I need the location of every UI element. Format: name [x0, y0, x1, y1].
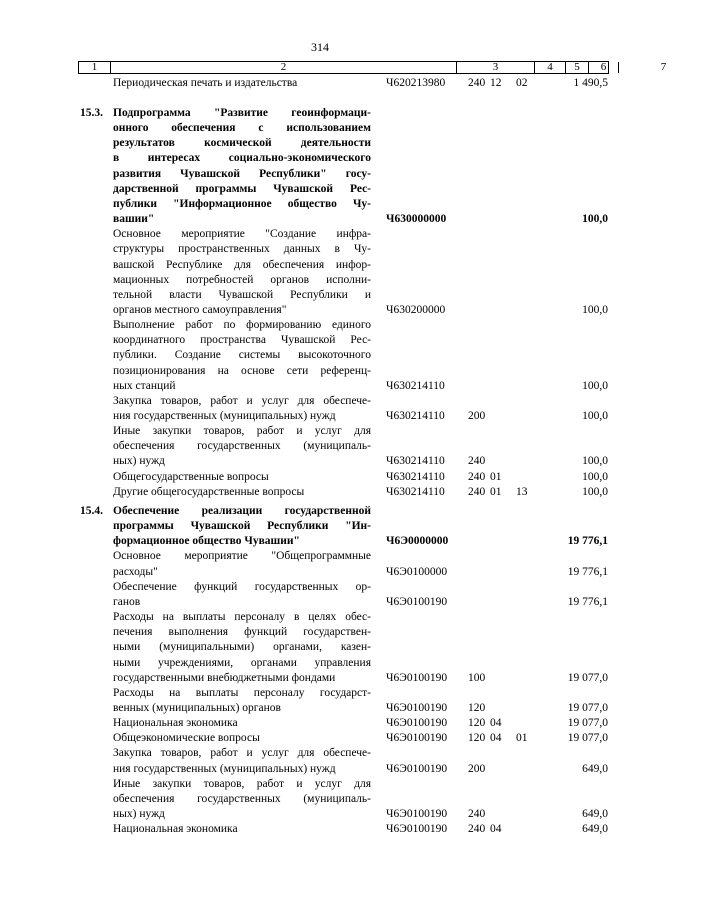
row-name: Подпрограмма "Развитие геоинформаци-	[113, 107, 371, 119]
table-row	[0, 454, 640, 468]
row-expense-type: 200	[468, 762, 486, 775]
row-target-code: Ч630214110	[386, 410, 445, 422]
row-expense-type: 200	[468, 410, 486, 422]
table-row	[0, 121, 640, 135]
row-amount: 19 776,1	[567, 595, 608, 608]
row-name: вашской Республике для обеспечения инфор-	[113, 258, 371, 271]
row-amount: 19 776,1	[567, 535, 608, 548]
table-row	[0, 580, 640, 594]
row-section-number: 15.3.	[80, 107, 103, 119]
row-name: Основное мероприятие "Создание инфра-	[113, 228, 371, 241]
row-name: развития Чувашской Республики" госу-	[113, 167, 371, 180]
row-target-code: Ч630214110	[386, 455, 445, 468]
table-row	[0, 197, 640, 211]
row-expense-type: 240	[468, 470, 486, 483]
table-row	[0, 424, 640, 438]
row-target-code: Ч6Э0100190	[386, 701, 448, 714]
table-row	[0, 792, 640, 806]
row-name: результатов космической деятельности	[113, 137, 371, 150]
row-amount: 649,0	[582, 762, 608, 775]
table-row	[0, 565, 640, 579]
table-row	[0, 212, 640, 226]
row-name: Выполнение работ по формированию единого	[113, 319, 371, 332]
row-target-code: Ч630000000	[386, 213, 447, 226]
table-row	[0, 364, 640, 378]
row-name: ными учреждениями, органами управления	[113, 656, 371, 669]
row-name: структуры пространственных данных в Чу-	[113, 243, 371, 256]
row-target-code: Ч6Э0100190	[386, 671, 448, 684]
table-row	[0, 151, 640, 165]
row-section: 12	[490, 77, 502, 89]
table-row	[0, 549, 640, 563]
row-name: ния государственных (муниципальных) нужд	[113, 410, 336, 422]
table-row	[0, 625, 640, 639]
table-row	[0, 439, 640, 453]
row-amount: 100,0	[582, 410, 608, 422]
row-name: формационное общество Чувашии"	[113, 535, 300, 548]
row-name: печения выполнения функций государствен-	[113, 626, 371, 639]
table-row	[0, 333, 640, 347]
table-row	[0, 288, 640, 302]
table-row	[0, 242, 640, 256]
table-row	[0, 409, 640, 423]
row-name: Национальная экономика	[113, 717, 238, 730]
row-name: ных) нужд	[113, 808, 165, 820]
row-name: координатного пространства Чувашской Рес-	[113, 334, 371, 347]
row-name: ных станций	[113, 379, 176, 392]
row-name: Обеспечение реализации государственной	[113, 505, 371, 517]
row-target-code: Ч6Э0100190	[386, 808, 448, 820]
table-row	[0, 394, 640, 408]
row-name: вашии"	[113, 213, 155, 226]
row-name: Общегосударственные вопросы	[113, 470, 269, 483]
row-name: Иные закупки товаров, работ и услуг для	[113, 425, 371, 438]
header-col-6: 6	[589, 62, 619, 73]
header-col-1: 1	[79, 62, 111, 73]
row-amount: 649,0	[582, 808, 608, 820]
row-name: дарственной программы Чувашской Рес-	[113, 182, 371, 195]
row-amount: 100,0	[582, 455, 608, 468]
table-row	[0, 534, 640, 548]
row-name: государственными внебюджетными фондами	[113, 671, 336, 684]
row-name: Другие общегосударственные вопросы	[113, 485, 305, 498]
page-number: 314	[311, 40, 329, 54]
table-row	[0, 671, 640, 685]
row-name: ганов	[113, 595, 141, 608]
row-subsection: 13	[516, 485, 528, 498]
row-name: Периодическая печать и издательства	[113, 77, 298, 89]
row-name: Расходы на выплаты персоналу в целях обес-	[113, 611, 371, 624]
row-expense-type: 120	[468, 717, 486, 730]
row-target-code: Ч6Э0100190	[386, 717, 448, 730]
row-target-code: Ч6Э0100190	[386, 595, 448, 608]
table-row	[0, 716, 640, 730]
table-row	[0, 686, 640, 700]
row-amount: 100,0	[582, 379, 608, 392]
row-section-number: 15.4.	[80, 505, 103, 517]
table-row	[0, 807, 640, 821]
header-col-4: 4	[535, 62, 566, 73]
row-subsection: 01	[516, 732, 528, 745]
table-row	[0, 167, 640, 181]
table-row	[0, 777, 640, 791]
row-section: 04	[490, 717, 502, 730]
table-row	[0, 136, 640, 150]
row-name: Закупка товаров, работ и услуг для обеспече-	[113, 747, 371, 760]
row-target-code: Ч6Э0100190	[386, 732, 448, 745]
table-row	[0, 182, 640, 196]
row-amount: 100,0	[582, 213, 608, 226]
table-row	[0, 595, 640, 609]
row-name: органов местного самоуправления"	[113, 303, 287, 316]
table-row	[0, 106, 640, 120]
row-expense-type: 240	[468, 455, 486, 468]
row-amount: 19 077,0	[567, 671, 608, 684]
row-name: Общеэкономические вопросы	[113, 732, 260, 745]
row-target-code: Ч6Э0100000	[386, 565, 448, 578]
row-expense-type: 120	[468, 732, 486, 745]
row-target-code: Ч6Э0100190	[386, 823, 448, 836]
row-amount: 19 776,1	[567, 565, 608, 578]
row-amount: 100,0	[582, 485, 608, 498]
row-expense-type: 240	[468, 77, 486, 89]
header-col-2: 2	[111, 62, 457, 73]
row-amount: 19 077,0	[567, 701, 608, 714]
table-row	[0, 318, 640, 332]
row-name: Обеспечение функций государственных ор-	[113, 580, 371, 593]
row-target-code: Ч630214110	[386, 470, 445, 483]
table-row	[0, 303, 640, 317]
row-section: 04	[490, 823, 502, 836]
row-amount: 100,0	[582, 470, 608, 483]
table-row	[0, 485, 640, 499]
row-amount: 100,0	[582, 303, 608, 316]
row-amount: 1 490,5	[573, 77, 608, 89]
row-target-code: Ч630214110	[386, 485, 445, 498]
row-name: Закупка товаров, работ и услуг для обеспече-	[113, 394, 371, 407]
table-row	[0, 746, 640, 760]
row-name: Основное мероприятие "Общепрограммные	[113, 550, 371, 563]
table-row	[0, 227, 640, 241]
row-name: ных) нужд	[113, 455, 165, 468]
row-name: обеспечения государственных (муниципаль-	[113, 792, 371, 805]
table-row	[0, 610, 640, 624]
row-name: программы Чувашской Республики "Ин-	[113, 520, 371, 533]
table-row	[0, 822, 640, 836]
row-name: ния государственных (муниципальных) нужд	[113, 762, 336, 775]
row-name: Иные закупки товаров, работ и услуг для	[113, 777, 371, 790]
row-target-code: Ч630214110	[386, 379, 445, 392]
table-row	[0, 379, 640, 393]
row-expense-type: 240	[468, 485, 486, 498]
row-name: публики. Создание системы высокоточного	[113, 349, 371, 362]
row-expense-type: 100	[468, 671, 486, 684]
table-row	[0, 348, 640, 362]
row-target-code: Ч620213980	[386, 77, 446, 89]
row-amount: 649,0	[582, 823, 608, 836]
row-section: 01	[490, 485, 502, 498]
table-row	[0, 258, 640, 272]
table-row	[0, 762, 640, 776]
table-row	[0, 76, 640, 90]
table-row	[0, 519, 640, 533]
row-name: ными (муниципальными) органами, казен-	[113, 641, 371, 654]
row-target-code: Ч630200000	[386, 303, 446, 316]
row-amount: 19 077,0	[567, 732, 608, 745]
row-name: расходы"	[113, 565, 158, 578]
row-amount: 19 077,0	[567, 717, 608, 730]
row-name: публики "Информационное общество Чу-	[113, 197, 371, 210]
table-row	[0, 470, 640, 484]
row-section: 01	[490, 470, 502, 483]
row-expense-type: 120	[468, 701, 486, 714]
table-row	[0, 273, 640, 287]
row-name: онного обеспечения с использованием	[113, 122, 371, 135]
header-col-7: 7	[660, 61, 667, 73]
table-row	[0, 656, 640, 670]
row-subsection: 02	[516, 77, 528, 89]
row-name: обеспечения государственных (муниципаль-	[113, 440, 371, 453]
row-name: тельной власти Чувашской Республики и	[113, 288, 371, 301]
row-target-code: Ч6Э0100190	[386, 762, 448, 775]
row-expense-type: 240	[468, 823, 486, 836]
row-section: 04	[490, 732, 502, 745]
header-col-5: 5	[566, 62, 589, 73]
row-name: венных (муниципальных) органов	[113, 701, 281, 714]
table-row	[0, 504, 640, 518]
row-name: Национальная экономика	[113, 823, 238, 836]
row-name: мационных потребностей органов исполни-	[113, 273, 371, 286]
row-expense-type: 240	[468, 808, 486, 820]
row-name: в интересах социально-экономического	[113, 152, 371, 165]
row-name: Расходы на выплаты персоналу государст-	[113, 686, 371, 699]
table-row	[0, 701, 640, 715]
header-col-3: 3	[457, 62, 535, 73]
row-name: позиционирования на основе сети референц-	[113, 364, 371, 377]
table-header	[78, 61, 667, 74]
table-row	[0, 731, 640, 745]
table-row	[0, 640, 640, 654]
row-target-code: Ч6Э0000000	[386, 535, 449, 548]
